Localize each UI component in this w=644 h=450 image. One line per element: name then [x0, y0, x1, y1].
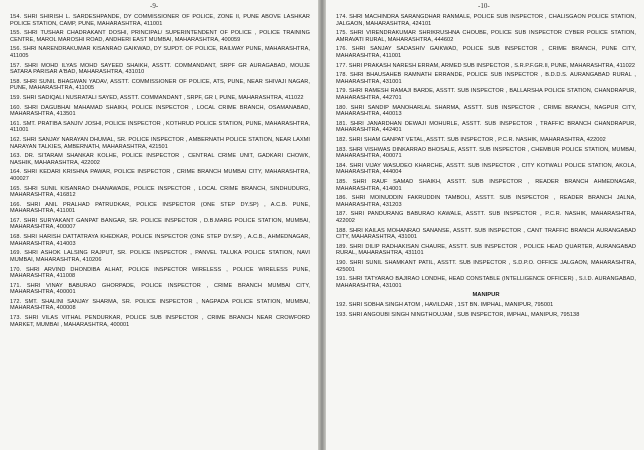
- list-item: 171. SHRI VINAY BABURAO GHORPADE, POLICE INSPECTOR , CRIME BRANCH MUMBAI CITY, MAHARASHTRA, 400001: [10, 282, 310, 296]
- list-item: 170. SHRI ARVIND DHONDIBA ALHAT, POLICE INSPECTOR WIRELESS , POLICE WIRELESS PUNE, MAHARASHTRA, 411008: [10, 266, 310, 279]
- list-item: 165. SHRI SUNIL KISANRAO DHANAWADE, POLICE INSPECTOR , LOCAL CRIME BRANCH, SINDHUDURG, MAHARASHTRA, 416812: [10, 185, 310, 199]
- list-item: 175. SHRI VIRENDRAKUMAR SHRIKRUSHNA CHOUBE, POLICE SUB INSPECTOR CYBER POLICE STATION, AMRAVATI RURAL, MAHARASHTRA, 444602: [336, 30, 636, 43]
- left-page: [0, 0, 318, 450]
- list-item: 155. SHRI TUSHAR CHADRAKANT DOSHI, PRINCIPAL/ SUPERINTENDENT OF POLICE , POLICE TRAINING CENTRE, MAROL MAROSHI ROAD, ANDHERI EAST MUMBAI, MAHARASHTRA, 400059: [10, 30, 310, 43]
- list-item: 159. SHRI SADIQALI NUSRATALI SAYED, ASSTT. COMMANDANT , SRPF, GR I, PUNE, MAHARASHTRA, 411022: [10, 94, 304, 101]
- book-gutter: [318, 0, 326, 450]
- list-item: 157. SHRI MOHD ILYAS MOHD SAYEED SHAIKH, ASSTT. COMMANDANT, SRPF GR AURAGABAD, MOUJE SATARA PARISAR A'BAD, MAHARASHTRA, 431010: [10, 62, 310, 76]
- list-item: 163. DR. SITARAM SHANKAR KOLHE, POLICE INSPECTOR , CENTRAL CRIME UNIT, GADKARI CHOWK, NASHIK, MAHARASHTRA, 422002: [10, 153, 310, 166]
- list-item: 189. SHRI DILIP RADHAKISAN CHAURE, ASSTT. SUB INSPECTOR , POLICE HEAD QUARTER, AURANGABAD RURAL, MAHARASHTRA, 431101: [336, 243, 636, 257]
- page-number: -9-: [150, 2, 159, 10]
- list-item: 178. SHRI BHAUSAHEB RAMNATH ERRANDE, POLICE SUB INSPECTOR , B.D.D.S. AURANGABAD RURAL , MAHARASHTRA, 431001: [336, 72, 636, 85]
- list-item: 168. SHRI HARISH DATTATRAYA KHEDKAR, POLICE INSPECTOR (ONE STEP DY.SP) , A.C.B., AHMEDNAGAR, MAHARASHTRA, 414003: [10, 234, 310, 247]
- list-item: 162. SHRI SANJAY NARAYAN DHUMAL, SR. POLICE INSPECTOR , AMBERNATH POLICE STATION, NEAR LAXMI NARAYAN TALKIES, AMBERNATH, MAHARASHTRA, 421501: [10, 137, 310, 150]
- list-item: 184. SHRI VIJAY WASUDEO KHARCHE, ASSTT. SUB INSPECTOR , CITY KOTWALI POLICE STATION, AKOLA, MAHARASHTRA, 444004: [336, 162, 636, 176]
- list-item: 186. SHRI MOINUDDIN FAKRUDDIN TAMBOLI, ASSTT. SUB INSPECTOR , READER BRANCH JALNA, MAHARASHTRA, 431203: [336, 195, 636, 208]
- list-item: 181. SHRI JANARDHAN DEWAJI MOHURLE, ASSTT. SUB INSPECTOR , TRAFFIC BRANCH CHANDRAPUR, MAHARASHTRA, 442401: [336, 120, 636, 134]
- list-item: 167. SHRI SURYAKANT GANPAT BANGAR, SR. POLICE INSPECTOR , D.B.MARG POLICE STATION, MUMBAI, MAHARASHTRA, 400007: [10, 217, 310, 231]
- list-item: 160. SHRI DAGUBHAI MAHAMAD SHAIKH, POLICE INSPECTOR , LOCAL CRIME BRANCH, OSAMANABAD, MAHARASHTRA, 413501: [10, 104, 310, 118]
- list-item: 177. SHRI PRAKASH NARESH ERRAM, ARMED SUB INSPECTOR , S.R.P.F.GR.II, PUNE, MAHARASHTRA, 411022: [336, 62, 636, 69]
- list-item: 156. SHRI NARENDRAKUMAR KISANRAO GAIKWAD, DY SUPDT. OF POLICE, RAILWAY PUNE, MAHARASHTRA, 411005: [10, 46, 310, 59]
- list-item: 174. SHRI MACHINDRA SARANGDHAR RANMALE, POLICE SUB INSPECTOR , CHALISGAON POLICE STATION, JALGAON, MAHARASHTRA, 424101: [336, 14, 636, 27]
- list-item: 169. SHRI ASHOK LALSING RAJPUT, SR. POLICE INSPECTOR , PANVEL TALUKA POLICE STATION, NAVI MUMBAI, MAHARASHTRA, 410206: [10, 250, 310, 263]
- list-item: 164. SHRI KEDARI KRISHNA PAWAR, POLICE INSPECTOR , CRIME BRANCH MUMBAI CITY, MAHARASHTRA, 400027: [10, 169, 310, 182]
- list-item: 183. SHRI VISHWAS DINKARRAO BHOSALE, ASSTT. SUB INSPECTOR , CHEMBUR POLICE STATION, MUMBAI, MAHARASHTRA, 400071: [336, 146, 636, 160]
- section-heading: MANIPUR: [472, 292, 500, 299]
- list-item: 192. SHRI SOBHA SINGH ATOM , HAVILDAR , 1ST BN. IMPHAL, MANIPUR, 795001: [336, 302, 554, 309]
- list-item: 187. SHRI PANDURANG BABURAO KAWALE, ASSTT. SUB INSPECTOR , P.C.R. NASHIK, MAHARASHTRA, 422002: [336, 211, 636, 224]
- page-number: -10-: [478, 2, 490, 10]
- entry-list: [336, 14, 636, 289]
- list-item: 154. SHRI SHIRISH L. SARDESHPANDE, DY COMMISSIONER OF POLICE, ZONE II, PUNE ABOVE LASHKAR POLICE STATION, CAMP, PUNE, MAHARASHTRA, 411001: [10, 14, 310, 27]
- list-item: 182. SHRI SHAM GANPAT VETAL, ASSTT. SUB INSPECTOR , P.C.R. NASHIK, MAHARASHTRA, 422002: [336, 137, 606, 143]
- list-item: 158. SHRI SUNIL BHAGWAN YADAV, ASSTT. COMMISSIONER OF POLICE, ATS, PUNE, NEAR SHIVAJI NAGAR, PUNE, MAHARASHTRA, 411005: [10, 78, 310, 92]
- list-item: 179. SHRI RAMESH RAMAJI BARDE, ASSTT. SUB INSPECTOR , BALLARSHA POLICE STATION, CHANDRAPUR, MAHARASHTRA, 442701: [336, 88, 636, 101]
- list-item: 172. SMT. SHALINI SANJAY SHARMA, SR. POLICE INSPECTOR , NAGPADA POLICE STATION, MUMBAI, MAHARASHTRA, 400008: [10, 298, 310, 312]
- list-item: 176. SHRI SANJAY SADASHIV GAIKWAD, POLICE SUB INSPECTOR , CRIME BRANCH, PUNE CITY, MAHARASHTRA, 411001: [336, 46, 636, 59]
- list-item: 188. SHRI KAILAS MOHANRAO SANANSE, ASSTT. SUB INSPECTOR , CANT TRAFFIC BRANCH AURANGABAD CITY, MAHARASHTRA, 431001: [336, 227, 636, 241]
- list-item: 173. SHRI VILAS VITHAL PENDURKAR, POLICE SUB INSPECTOR , CRIME BRANCH NEAR CROWFORD MARKET, MUMBAI , MAHARASHTRA, 400001: [10, 315, 310, 328]
- list-item: 180. SHRI SANDIP MANOHARLAL SHARMA, ASSTT. SUB INSPECTOR , CRIME BRANCH, NAGPUR CITY, MAHARASHTRA, 440013: [336, 104, 636, 118]
- list-item: 190. SHRI SUNIL SHAMKANT PATIL, ASSTT. SUB INSPECTOR , S.D.P.O. OFFICE JALGAON, MAHARASHTRA, 425001: [336, 260, 636, 273]
- list-item: 166. SHRI ANIL PRALHAD PATRUDKAR, POLICE INSPECTOR (ONE STEP DY.SP) , A.C.B. PUNE, MAHARASHTRA, 411001: [10, 201, 310, 215]
- entry-list: [10, 14, 310, 328]
- list-item: 193. SHRI ANGOUBI SINGH NINGTHOUJAM , SUB INSPECTOR, IMPHAL, MANIPUR, 795138: [336, 312, 580, 319]
- list-item: 161. SMT. PRATIBA SANJIV JOSHI, POLICE INSPECTOR , KOTHRUD POLICE STATION, PUNE, MAHARASHTRA, 411001: [10, 120, 310, 134]
- right-page: [326, 0, 644, 450]
- section-entry-list: [336, 302, 636, 318]
- list-item: 185. SHRI RAUF SAMAD SHAIKH, ASSTT. SUB INSPECTOR , READER BRANCH AHMEDNAGAR, MAHARASHTRA, 414001: [336, 179, 636, 192]
- list-item: 191. SHRI TATYARAO BAJIRAO LONDHE, HEAD CONSTABLE (INTELLIGENCE OFFICER) , S.I.D. AURANGABAD, MAHARASHTRA, 431001: [336, 276, 636, 289]
